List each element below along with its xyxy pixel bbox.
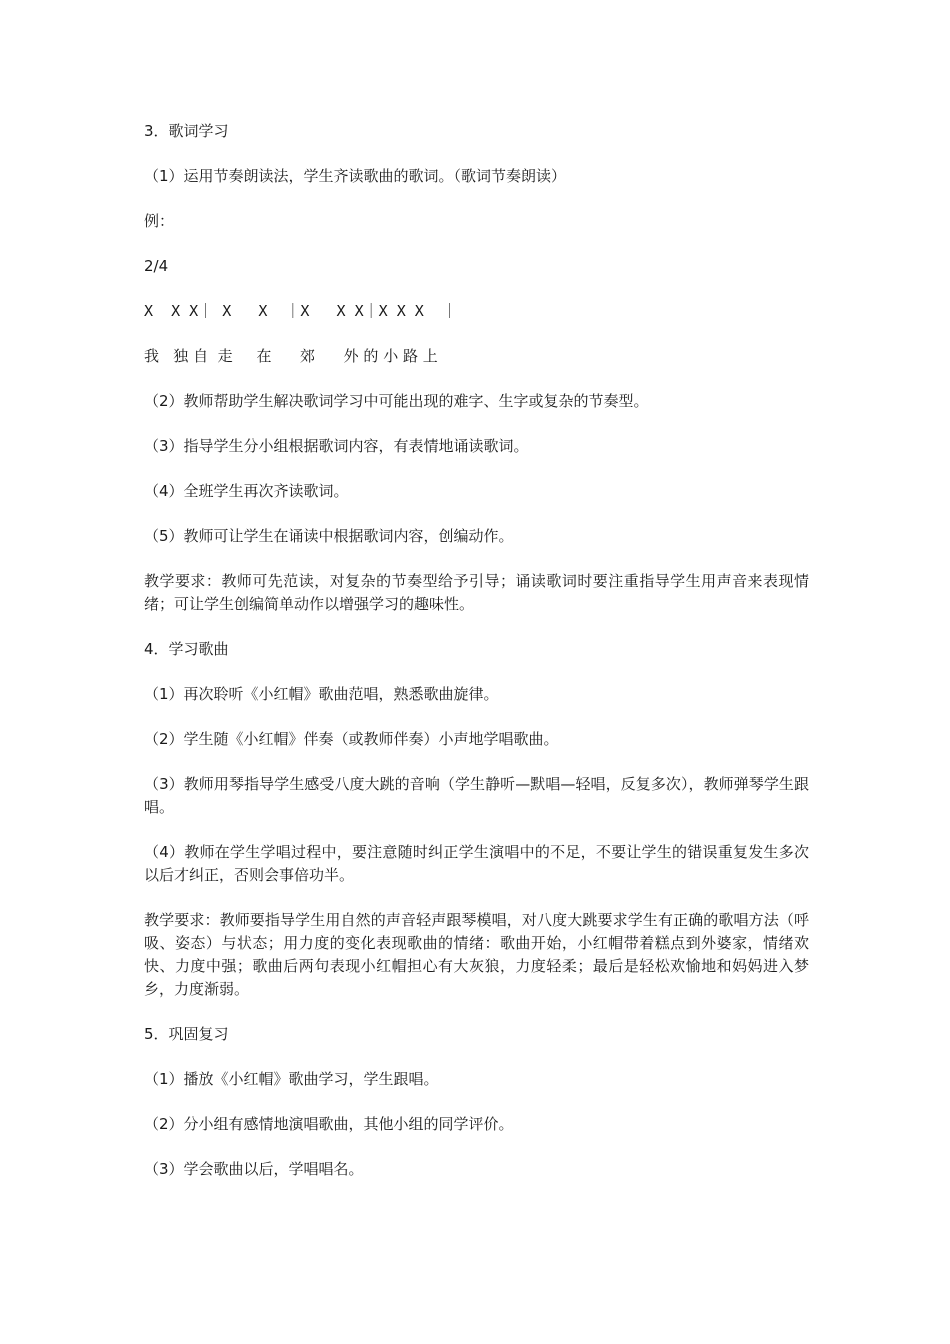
teaching-requirement: 教学要求：教师要指导学生用自然的声音轻声跟琴模唱，对八度大跳要求学生有正确的歌唱方法（呼吸、姿态）与状态；用力度的变化表现歌曲的情绪：歌曲开始，小红帽带着糕点到外婆家，情绪欢快、力度中强；歌曲后两句表现小红帽担心有大灰狼，力度轻柔；最后是轻松欢愉地和妈妈进入梦乡，力度渐弱。	[144, 911, 809, 998]
paragraph: （3）教师用琴指导学生感受八度大跳的音响（学生静听—默唱—轻唱，反复多次），教师弹琴学生跟唱。	[144, 775, 809, 816]
paragraph: （2）学生随《小红帽》伴奏（或教师伴奏）小声地学唱歌曲。	[144, 730, 559, 748]
paragraph: （1）运用节奏朗读法，学生齐读歌曲的歌词。（歌词节奏朗读）	[144, 167, 567, 185]
time-signature: 2/4	[144, 257, 169, 275]
paragraph: （2）分小组有感情地演唱歌曲，其他小组的同学评价。	[144, 1115, 514, 1133]
document-page	[144, 120, 809, 1203]
paragraph: （4）教师在学生学唱过程中，要注意随时纠正学生演唱中的不足，不要让学生的错误重复发生多次以后才纠正，否则会事倍功半。	[144, 843, 809, 884]
paragraph: （1）再次聆听《小红帽》歌曲范唱，熟悉歌曲旋律。	[144, 685, 499, 703]
paragraph: （2）教师帮助学生解决歌词学习中可能出现的难字、生字或复杂的节奏型。	[144, 392, 649, 410]
paragraph: （3）学会歌曲以后，学唱唱名。	[144, 1160, 364, 1178]
teaching-requirement: 教学要求：教师可先范读，对复杂的节奏型给予引导；诵读歌词时要注重指导学生用声音来表现情绪；可让学生创编简单动作以增强学习的趣味性。	[144, 572, 809, 613]
paragraph: （4）全班学生再次齐读歌词。	[144, 482, 349, 500]
section-heading: 3．歌词学习	[144, 122, 229, 140]
paragraph: （5）教师可让学生在诵读中根据歌词内容，创编动作。	[144, 527, 514, 545]
rhythm-notation: X X X｜ X X ｜X X X｜X X X ｜	[144, 302, 457, 320]
section-heading: 4．学习歌曲	[144, 640, 229, 658]
section-heading: 5．巩固复习	[144, 1025, 229, 1043]
paragraph: 例：	[144, 212, 175, 230]
paragraph: （3）指导学生分小组根据歌词内容，有表情地诵读歌词。	[144, 437, 529, 455]
lyrics-line: 我 独 自 走 在 郊 外 的 小 路 上	[144, 347, 438, 365]
paragraph: （1）播放《小红帽》歌曲学习，学生跟唱。	[144, 1070, 439, 1088]
